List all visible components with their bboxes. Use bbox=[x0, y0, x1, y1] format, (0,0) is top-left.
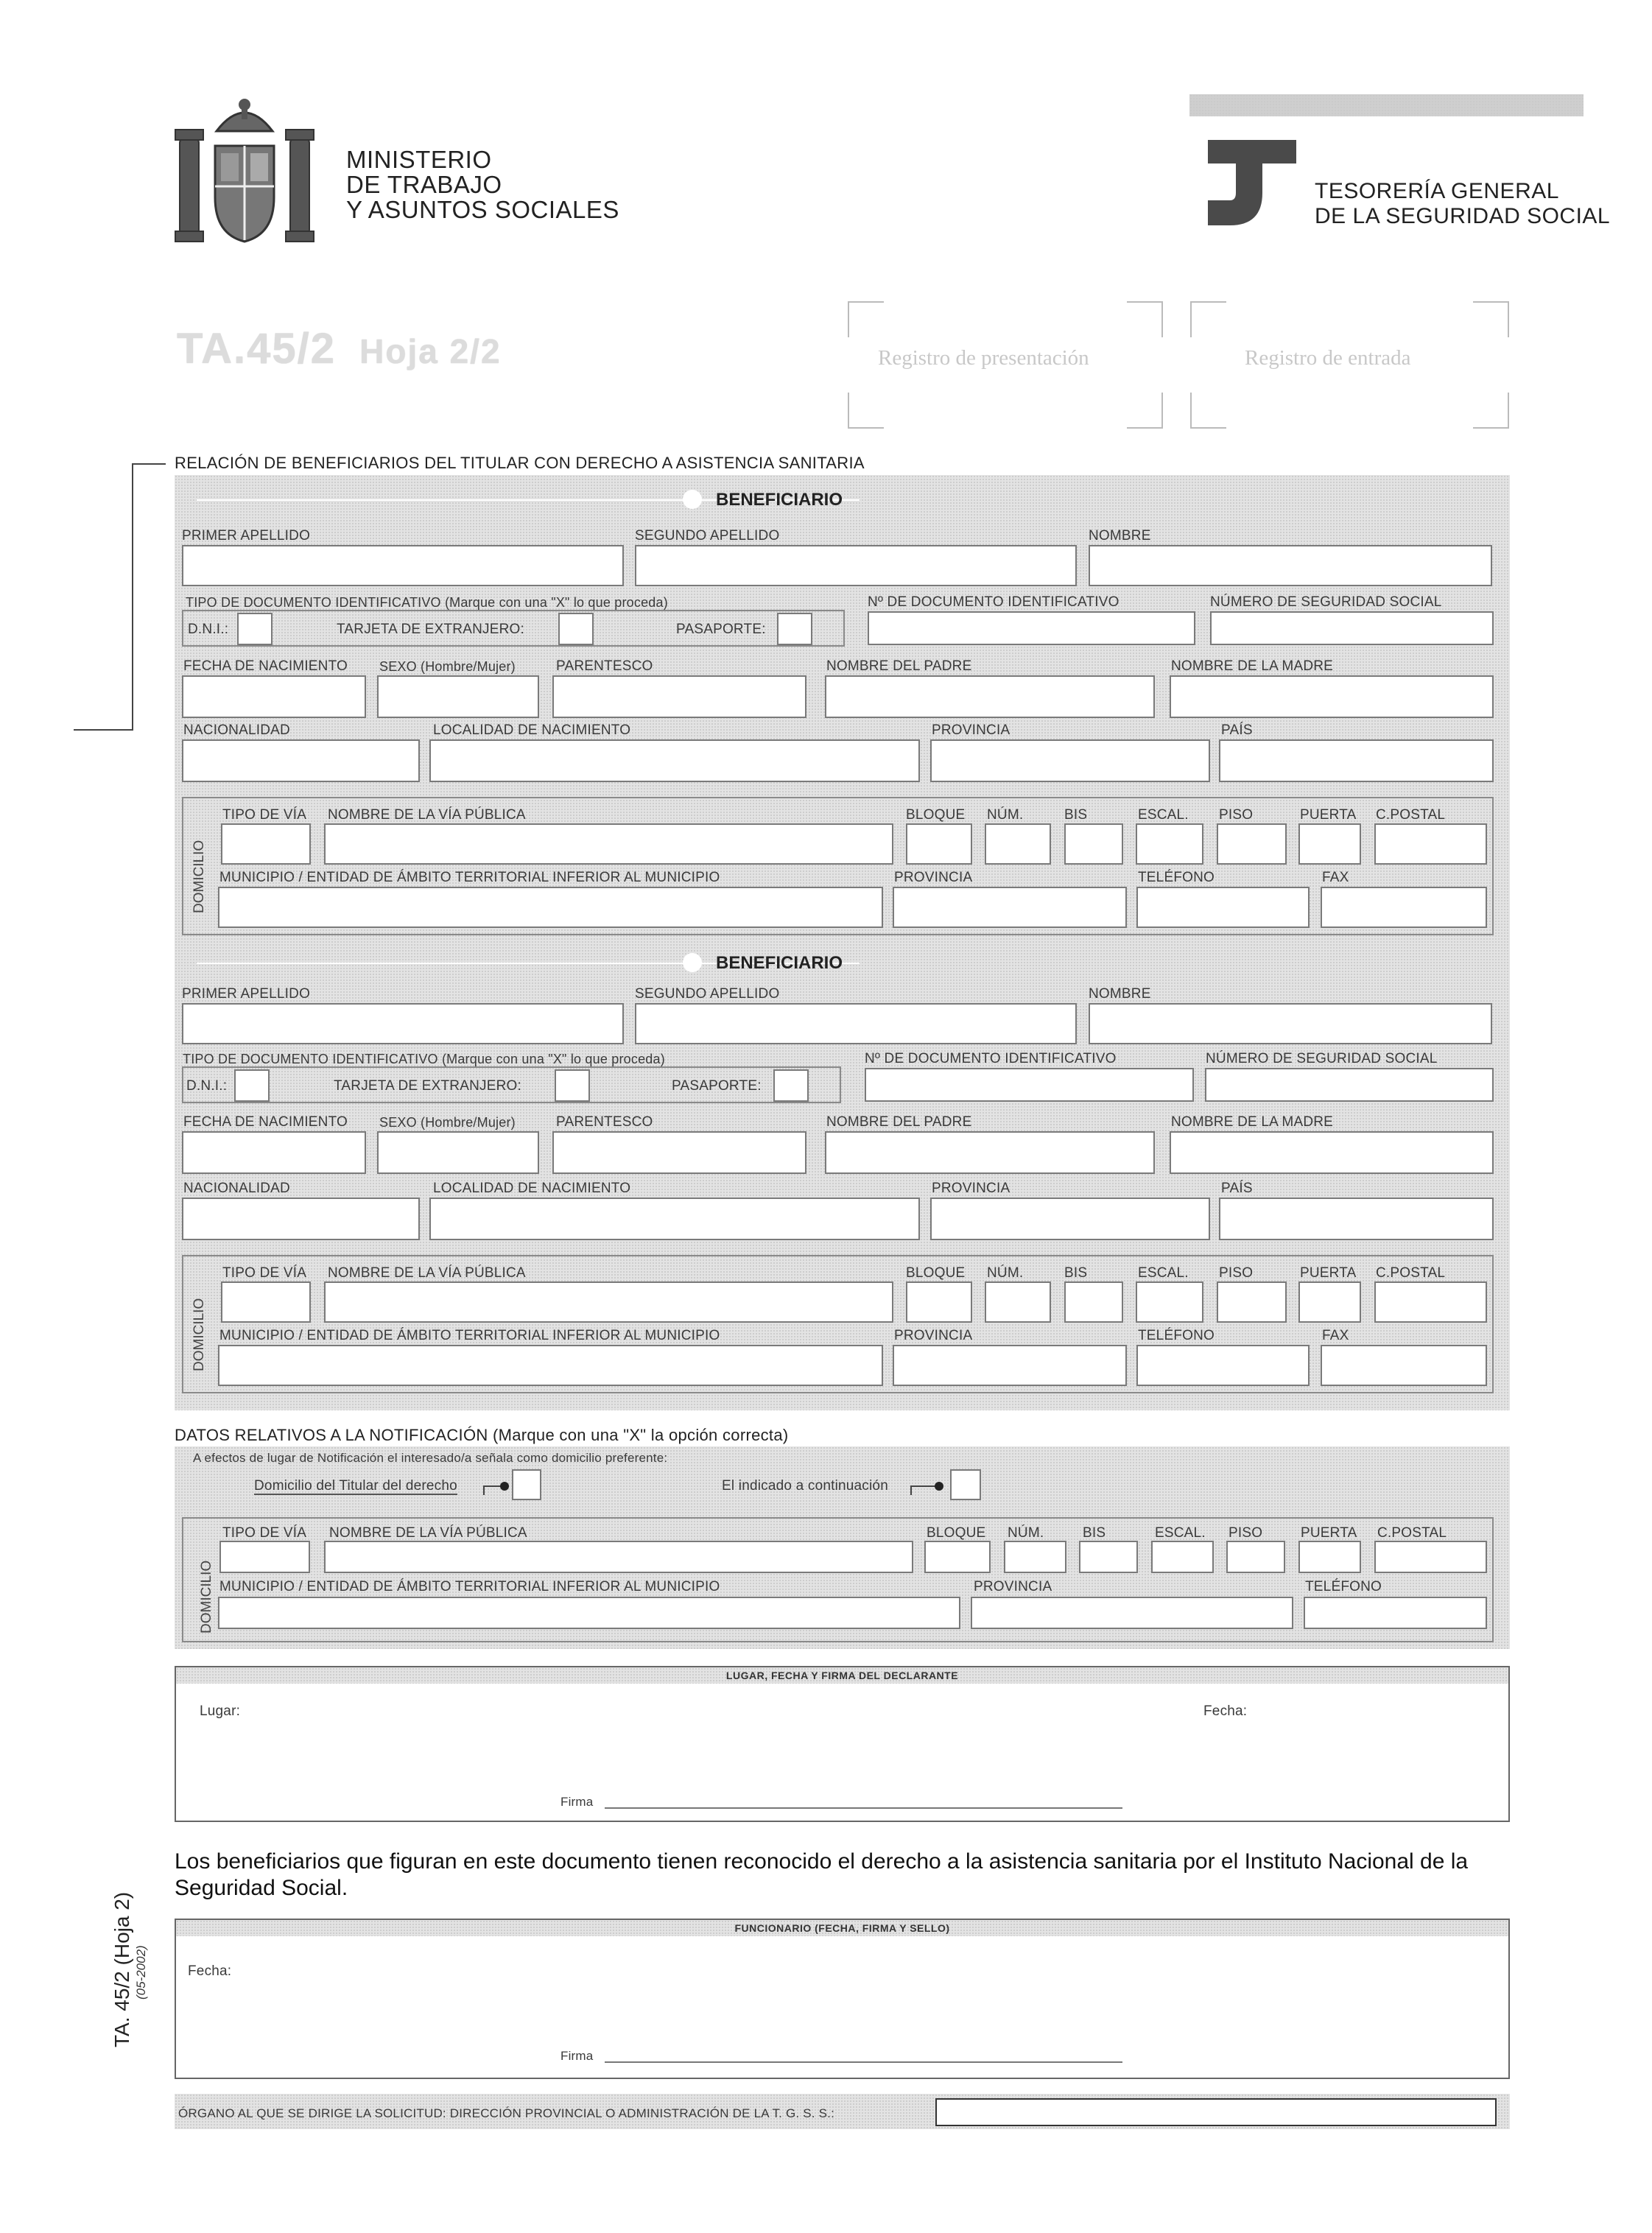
notif-provincia-label: PROVINCIA bbox=[974, 1579, 1052, 1594]
b2-num-label: NÚM. bbox=[987, 1265, 1024, 1281]
b2-bloque-label: BLOQUE bbox=[906, 1265, 966, 1281]
b2-provincia-input[interactable] bbox=[930, 1198, 1210, 1240]
b2-bis-input[interactable] bbox=[1064, 1281, 1123, 1323]
b2-tipo-doc-label: TIPO DE DOCUMENTO IDENTIFICATIVO (Marque con una "X" lo que proceda) bbox=[183, 1052, 665, 1066]
b2-segundo-apellido-input[interactable] bbox=[635, 1003, 1077, 1044]
b1-pais-label: PAÍS bbox=[1221, 722, 1253, 738]
b2-primer-apellido-input[interactable] bbox=[182, 1003, 624, 1044]
registro-presentacion-label: Registro de presentación bbox=[878, 346, 1089, 370]
b2-puerta-input[interactable] bbox=[1298, 1281, 1361, 1323]
b2-nacionalidad-label: NACIONALIDAD bbox=[183, 1181, 290, 1196]
b2-madre-input[interactable] bbox=[1170, 1131, 1494, 1174]
b2-parentesco-input[interactable] bbox=[552, 1131, 806, 1174]
funcionario-firma-label: Firma bbox=[560, 2049, 594, 2063]
firma-line bbox=[605, 1807, 1122, 1809]
b1-fecha-nac-label: FECHA DE NACIMIENTO bbox=[183, 658, 348, 674]
b1-escal-input[interactable] bbox=[1136, 823, 1203, 865]
notif-tipo-via-label: TIPO DE VÍA bbox=[222, 1525, 307, 1541]
firma-declarante-panel bbox=[175, 1666, 1510, 1822]
b2-fecha-nac-label: FECHA DE NACIMIENTO bbox=[183, 1114, 348, 1130]
notif-tipo-via-input[interactable] bbox=[219, 1541, 310, 1573]
b2-primer-apellido-label: PRIMER APELLIDO bbox=[182, 986, 311, 1002]
b2-fax-label: FAX bbox=[1322, 1328, 1349, 1343]
b1-bloque-input[interactable] bbox=[906, 823, 972, 865]
notif-bloque-input[interactable] bbox=[924, 1541, 991, 1573]
b2-bloque-input[interactable] bbox=[906, 1281, 972, 1323]
form-sheet: Hoja 2/2 bbox=[359, 332, 502, 370]
notif-telefono-label: TELÉFONO bbox=[1305, 1579, 1382, 1594]
b2-num-ss-input[interactable] bbox=[1205, 1068, 1494, 1102]
b1-primer-apellido-input[interactable] bbox=[182, 545, 624, 586]
b2-nacionalidad-input[interactable] bbox=[182, 1198, 420, 1240]
b2-tipo-via-label: TIPO DE VÍA bbox=[222, 1265, 307, 1281]
b1-tarjeta-checkbox[interactable] bbox=[558, 613, 594, 645]
notif-puerta-input[interactable] bbox=[1298, 1541, 1361, 1573]
notif-bloque-label: BLOQUE bbox=[927, 1525, 986, 1541]
b1-municipio-label: MUNICIPIO / ENTIDAD DE ÁMBITO TERRITORIAL INFERIOR AL MUNICIPIO bbox=[219, 870, 720, 885]
b1-tipo-via-input[interactable] bbox=[221, 823, 311, 865]
b2-bis-label: BIS bbox=[1064, 1265, 1088, 1281]
b1-piso-input[interactable] bbox=[1217, 823, 1287, 865]
ministry-name-line1: MINISTERIO bbox=[346, 146, 492, 173]
registro-presentacion-box bbox=[847, 300, 1164, 429]
notif-bis-label: BIS bbox=[1083, 1525, 1106, 1541]
section-bracket bbox=[74, 463, 166, 731]
side-code-main: TA. 45/2 (Hoja 2) bbox=[110, 1891, 133, 2047]
b2-escal-input[interactable] bbox=[1136, 1281, 1203, 1323]
b2-num-input[interactable] bbox=[985, 1281, 1051, 1323]
b1-dom-provincia-input[interactable] bbox=[893, 887, 1127, 928]
b1-localidad-input[interactable] bbox=[429, 739, 920, 782]
b2-domicilio-label: DOMICILIO bbox=[191, 1298, 207, 1371]
opcion-indicado-label: El indicado a continuación bbox=[722, 1478, 888, 1494]
notif-domicilio-label: DOMICILIO bbox=[199, 1560, 214, 1634]
b1-dom-provincia-label: PROVINCIA bbox=[894, 870, 973, 885]
b1-nombre-via-label: NOMBRE DE LA VÍA PÚBLICA bbox=[328, 807, 526, 823]
notif-cpostal-label: C.POSTAL bbox=[1377, 1525, 1447, 1541]
b2-pasaporte-label: PASAPORTE: bbox=[672, 1078, 762, 1094]
section-title: RELACIÓN DE BENEFICIARIOS DEL TITULAR CON DERECHO A ASISTENCIA SANITARIA bbox=[175, 454, 865, 472]
tgss-logo-icon bbox=[1208, 140, 1296, 228]
tgss-name-line2: DE LA SEGURIDAD SOCIAL bbox=[1315, 204, 1611, 228]
notif-piso-label: PISO bbox=[1229, 1525, 1263, 1541]
b1-dni-checkbox[interactable] bbox=[237, 613, 273, 645]
b1-telefono-label: TELÉFONO bbox=[1138, 870, 1215, 885]
b2-dom-provincia-input[interactable] bbox=[893, 1345, 1127, 1386]
b1-pasaporte-checkbox[interactable] bbox=[777, 613, 812, 645]
side-code-date: (05-2002) bbox=[134, 1945, 148, 2000]
b1-tarjeta-label: TARJETA DE EXTRANJERO: bbox=[337, 622, 524, 637]
b1-pais-input[interactable] bbox=[1219, 739, 1494, 782]
b2-cpostal-input[interactable] bbox=[1374, 1281, 1487, 1323]
b1-provincia-label: PROVINCIA bbox=[932, 722, 1010, 738]
b2-sexo-input[interactable] bbox=[377, 1131, 539, 1174]
notif-puerta-label: PUERTA bbox=[1301, 1525, 1357, 1541]
b2-padre-input[interactable] bbox=[825, 1131, 1155, 1174]
side-form-code bbox=[110, 1892, 134, 2047]
b2-parentesco-label: PARENTESCO bbox=[556, 1114, 653, 1130]
b1-fax-label: FAX bbox=[1322, 870, 1349, 885]
notificacion-intro: A efectos de lugar de Notificación el interesado/a señala como domicilio preferente: bbox=[193, 1451, 668, 1465]
b2-dni-label: D.N.I.: bbox=[186, 1078, 228, 1094]
b2-pais-input[interactable] bbox=[1219, 1198, 1494, 1240]
b1-nacionalidad-input[interactable] bbox=[182, 739, 420, 782]
b2-nombre-input[interactable] bbox=[1089, 1003, 1492, 1044]
notif-piso-input[interactable] bbox=[1226, 1541, 1285, 1573]
b1-nombre-via-input[interactable] bbox=[324, 823, 893, 865]
b1-cpostal-input[interactable] bbox=[1374, 823, 1487, 865]
b2-fax-input[interactable] bbox=[1321, 1345, 1487, 1386]
b2-tarjeta-checkbox[interactable] bbox=[555, 1069, 590, 1102]
b1-cpostal-label: C.POSTAL bbox=[1376, 807, 1446, 823]
b1-puerta-input[interactable] bbox=[1298, 823, 1361, 865]
notificacion-title: DATOS RELATIVOS A LA NOTIFICACIÓN (Marque con una "X" la opción correcta) bbox=[175, 1426, 789, 1444]
firma-declarante-header: LUGAR, FECHA Y FIRMA DEL DECLARANTE bbox=[725, 1670, 959, 1681]
notif-num-label: NÚM. bbox=[1008, 1525, 1044, 1541]
opcion-titular-label: Domicilio del Titular del derecho bbox=[254, 1478, 457, 1494]
form-code: TA.45/2 bbox=[177, 325, 337, 373]
b2-localidad-label: LOCALIDAD DE NACIMIENTO bbox=[433, 1181, 631, 1196]
b1-madre-input[interactable] bbox=[1170, 675, 1494, 718]
notif-municipio-label: MUNICIPIO / ENTIDAD DE ÁMBITO TERRITORIAL INFERIOR AL MUNICIPIO bbox=[219, 1579, 720, 1594]
registro-entrada-box bbox=[1189, 300, 1510, 429]
b2-pasaporte-checkbox[interactable] bbox=[773, 1069, 809, 1102]
notif-municipio-input[interactable] bbox=[218, 1597, 960, 1629]
b2-padre-label: NOMBRE DEL PADRE bbox=[826, 1114, 972, 1130]
b1-num-input[interactable] bbox=[985, 823, 1051, 865]
b1-nombre-label: NOMBRE bbox=[1089, 528, 1151, 544]
b1-num-ss-input[interactable] bbox=[1210, 611, 1494, 645]
b1-nombre-input[interactable] bbox=[1089, 545, 1492, 586]
notif-escal-input[interactable] bbox=[1151, 1541, 1214, 1573]
b1-fecha-nac-input[interactable] bbox=[182, 675, 366, 718]
b2-segundo-apellido-label: SEGUNDO APELLIDO bbox=[635, 986, 780, 1002]
opcion-titular-connector bbox=[482, 1476, 512, 1497]
beneficiario-2-header bbox=[175, 953, 1510, 974]
organo-input[interactable] bbox=[935, 2098, 1497, 2126]
b1-telefono-input[interactable] bbox=[1136, 887, 1310, 928]
funcionario-firma-line bbox=[605, 2061, 1122, 2063]
b1-fax-input[interactable] bbox=[1321, 887, 1487, 928]
b2-localidad-input[interactable] bbox=[429, 1198, 920, 1240]
b2-pais-label: PAÍS bbox=[1221, 1181, 1253, 1196]
b1-municipio-input[interactable] bbox=[218, 887, 883, 928]
b2-telefono-input[interactable] bbox=[1136, 1345, 1310, 1386]
reconocimiento-text: Los beneficiarios que figuran en este documento tienen reconocido el derecho a la asistencia sanitaria por el Instituto Nacional de la Seguridad Social. bbox=[175, 1849, 1469, 1900]
b1-provincia-input[interactable] bbox=[930, 739, 1210, 782]
firma-label: Firma bbox=[560, 1795, 594, 1809]
b2-escal-label: ESCAL. bbox=[1138, 1265, 1189, 1281]
notif-nombre-via-input[interactable] bbox=[324, 1541, 913, 1573]
b2-num-doc-label: Nº DE DOCUMENTO IDENTIFICATIVO bbox=[865, 1051, 1117, 1066]
funcionario-fecha-label: Fecha: bbox=[188, 1963, 232, 1979]
b1-localidad-label: LOCALIDAD DE NACIMIENTO bbox=[433, 722, 631, 738]
b2-piso-input[interactable] bbox=[1217, 1281, 1287, 1323]
notif-escal-label: ESCAL. bbox=[1155, 1525, 1206, 1541]
b2-nombre-label: NOMBRE bbox=[1089, 986, 1151, 1002]
b1-tipo-via-label: TIPO DE VÍA bbox=[222, 807, 307, 823]
notif-bis-input[interactable] bbox=[1079, 1541, 1138, 1573]
notif-telefono-input[interactable] bbox=[1304, 1597, 1487, 1629]
b1-num-ss-label: NÚMERO DE SEGURIDAD SOCIAL bbox=[1210, 594, 1442, 610]
b1-sexo-label: SEXO (Hombre/Mujer) bbox=[379, 659, 516, 674]
ministry-logo bbox=[171, 94, 318, 253]
notif-provincia-input[interactable] bbox=[971, 1597, 1293, 1629]
b2-fecha-nac-input[interactable] bbox=[182, 1131, 366, 1174]
tgss-name-line1: TESORERÍA GENERAL bbox=[1315, 179, 1559, 203]
b1-padre-input[interactable] bbox=[825, 675, 1155, 718]
b1-segundo-apellido-input[interactable] bbox=[635, 545, 1077, 586]
b2-nombre-via-input[interactable] bbox=[324, 1281, 893, 1323]
b1-num-doc-label: Nº DE DOCUMENTO IDENTIFICATIVO bbox=[868, 594, 1120, 610]
b2-municipio-label: MUNICIPIO / ENTIDAD DE ÁMBITO TERRITORIAL INFERIOR AL MUNICIPIO bbox=[219, 1328, 720, 1343]
b1-num-label: NÚM. bbox=[987, 807, 1024, 823]
b2-provincia-label: PROVINCIA bbox=[932, 1181, 1010, 1196]
lugar-label: Lugar: bbox=[200, 1703, 241, 1719]
tgss-logo bbox=[1208, 140, 1296, 228]
opcion-indicado-checkbox[interactable] bbox=[950, 1469, 981, 1500]
b1-parentesco-input[interactable] bbox=[552, 675, 806, 718]
notif-cpostal-input[interactable] bbox=[1374, 1541, 1487, 1573]
b1-num-doc-input[interactable] bbox=[868, 611, 1195, 645]
b2-dom-provincia-label: PROVINCIA bbox=[894, 1328, 973, 1343]
b2-nombre-via-label: NOMBRE DE LA VÍA PÚBLICA bbox=[328, 1265, 526, 1281]
ministry-name-line3: Y ASUNTOS SOCIALES bbox=[346, 196, 619, 223]
fecha-label: Fecha: bbox=[1203, 1703, 1248, 1719]
b2-tarjeta-label: TARJETA DE EXTRANJERO: bbox=[334, 1078, 521, 1094]
notif-num-input[interactable] bbox=[1004, 1541, 1066, 1573]
b2-tipo-via-input[interactable] bbox=[221, 1281, 311, 1323]
b1-nacionalidad-label: NACIONALIDAD bbox=[183, 722, 290, 738]
opcion-indicado-connector bbox=[910, 1476, 946, 1497]
opcion-titular-checkbox[interactable] bbox=[512, 1469, 541, 1500]
b1-segundo-apellido-label: SEGUNDO APELLIDO bbox=[635, 528, 780, 544]
notif-nombre-via-label: NOMBRE DE LA VÍA PÚBLICA bbox=[329, 1525, 527, 1541]
b2-cpostal-label: C.POSTAL bbox=[1376, 1265, 1446, 1281]
b1-madre-label: NOMBRE DE LA MADRE bbox=[1171, 658, 1334, 674]
b1-tipo-doc-label: TIPO DE DOCUMENTO IDENTIFICATIVO (Marque con una "X" lo que proceda) bbox=[186, 595, 668, 610]
b1-escal-label: ESCAL. bbox=[1138, 807, 1189, 823]
b2-sexo-label: SEXO (Hombre/Mujer) bbox=[379, 1115, 516, 1130]
beneficiario-2-title: BENEFICIARIO bbox=[716, 953, 843, 973]
b2-madre-label: NOMBRE DE LA MADRE bbox=[1171, 1114, 1334, 1130]
b1-puerta-label: PUERTA bbox=[1300, 807, 1357, 823]
funcionario-panel bbox=[175, 1919, 1510, 2079]
b1-piso-label: PISO bbox=[1219, 807, 1254, 823]
b1-primer-apellido-label: PRIMER APELLIDO bbox=[182, 528, 311, 544]
b2-puerta-label: PUERTA bbox=[1300, 1265, 1357, 1281]
b1-sexo-input[interactable] bbox=[377, 675, 539, 718]
b2-telefono-label: TELÉFONO bbox=[1138, 1328, 1215, 1343]
funcionario-header: FUNCIONARIO (FECHA, FIRMA Y SELLO) bbox=[734, 1922, 950, 1934]
b1-domicilio-label: DOMICILIO bbox=[191, 840, 207, 913]
b2-municipio-input[interactable] bbox=[218, 1345, 883, 1386]
ministry-name-line2: DE TRABAJO bbox=[346, 171, 502, 198]
organo-label: ÓRGANO AL QUE SE DIRIGE LA SOLICITUD: DIRECCIÓN PROVINCIAL O ADMINISTRACIÓN DE LA T. G. S. S.: bbox=[178, 2106, 835, 2120]
b2-piso-label: PISO bbox=[1219, 1265, 1254, 1281]
top-right-bar bbox=[1189, 94, 1584, 116]
b2-num-ss-label: NÚMERO DE SEGURIDAD SOCIAL bbox=[1206, 1051, 1438, 1066]
b2-dni-checkbox[interactable] bbox=[234, 1069, 270, 1102]
b1-pasaporte-label: PASAPORTE: bbox=[676, 622, 766, 637]
coat-of-arms-icon bbox=[171, 94, 318, 253]
b1-padre-label: NOMBRE DEL PADRE bbox=[826, 658, 972, 674]
b2-num-doc-input[interactable] bbox=[865, 1068, 1194, 1102]
b1-bloque-label: BLOQUE bbox=[906, 807, 966, 823]
beneficiario-1-header bbox=[175, 490, 1510, 510]
b1-parentesco-label: PARENTESCO bbox=[556, 658, 653, 674]
b1-dni-label: D.N.I.: bbox=[188, 622, 229, 637]
beneficiario-1-title: BENEFICIARIO bbox=[716, 490, 843, 510]
b1-bis-label: BIS bbox=[1064, 807, 1088, 823]
registro-entrada-label: Registro de entrada bbox=[1245, 346, 1411, 370]
b1-bis-input[interactable] bbox=[1064, 823, 1123, 865]
